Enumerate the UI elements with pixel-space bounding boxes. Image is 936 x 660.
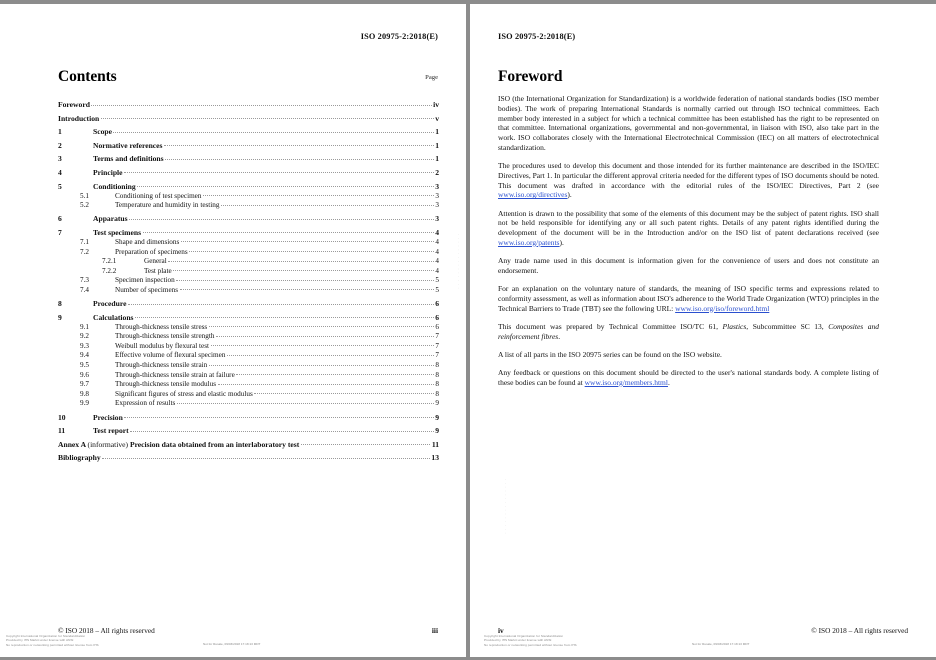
toc-entry-number: 3 (58, 154, 62, 164)
toc-entry[interactable] (58, 268, 439, 275)
toc-entry-page: 4 (435, 227, 439, 237)
watermark-vertical-left: - - - - - - - - - - - - - - - (457, 234, 461, 290)
toc-entry-number: 7.3 (80, 276, 89, 285)
toc-entry[interactable] (58, 352, 439, 359)
toc-entry-number: 10 (58, 412, 66, 422)
toc-entry-title: General (144, 257, 167, 266)
toc-entry-title: Through-thickness tensile strain at failure (115, 370, 235, 379)
toc-entry[interactable] (58, 258, 439, 265)
committee-name-plastics: Plastics (722, 321, 747, 331)
toc-leader-dots (227, 355, 434, 356)
toc-entry-title (58, 441, 299, 449)
toc-leader-dots (130, 431, 434, 432)
toc-leader-dots (180, 289, 434, 290)
toc-entry[interactable] (58, 381, 439, 388)
toc-entry-number: 7.2.1 (102, 257, 117, 266)
toc-entry[interactable] (58, 300, 439, 308)
toc-entry-title: Foreword (58, 100, 90, 109)
toc-leader-dots (236, 374, 434, 375)
toc-entry-number: 9.5 (80, 361, 89, 370)
toc-entry-title: Introduction (58, 113, 100, 123)
toc-entry-page: 6 (435, 299, 439, 309)
toc-entry-number: 7.2 (80, 247, 89, 256)
toc-leader-dots (203, 195, 434, 196)
toc-entry-page: 1 (435, 154, 439, 164)
toc-entry-page: 5 (435, 276, 439, 285)
toc-entry[interactable] (58, 414, 439, 422)
toc-leader-dots (254, 393, 434, 394)
toc-entry[interactable] (58, 372, 439, 379)
toc-entry-page: 13 (431, 453, 439, 463)
toc-entry[interactable] (58, 400, 439, 407)
toc-entry-page: 7 (435, 332, 439, 341)
toc-leader-dots (113, 132, 433, 133)
running-header-left: ISO 20975-2:2018(E) (360, 32, 438, 41)
toc-entry-page: 3 (435, 201, 439, 210)
toc-leader-dots (143, 232, 434, 233)
toc-entry-number: 1 (58, 127, 62, 137)
toc-entry[interactable] (58, 333, 439, 340)
external-link[interactable]: www.iso.org/patents (498, 237, 560, 247)
toc-leader-dots (209, 365, 434, 366)
toc-entry[interactable] (58, 454, 439, 462)
toc-entry-title: Through-thickness tensile strain (115, 361, 208, 370)
toc-entry-number: 8 (58, 299, 62, 309)
toc-entry[interactable] (58, 155, 439, 163)
toc-entry-page: 7 (435, 351, 439, 360)
toc-leader-dots (135, 317, 434, 318)
toc-entry-title: Normative references (93, 140, 163, 150)
external-link[interactable]: www.iso.org/iso/foreword.html (675, 303, 770, 313)
toc-entry-page: 5 (435, 285, 439, 294)
toc-entry-title: Temperature and humidity in testing (115, 201, 220, 210)
foreword-paragraph (498, 94, 879, 153)
toc-entry[interactable] (58, 391, 439, 398)
toc-leader-dots (124, 172, 434, 173)
paragraph-text: . (558, 331, 561, 341)
toc-entry-number: 7.2.2 (102, 266, 117, 275)
paragraph-text: This document was prepared by Technical Committee ISO/TC 61, (498, 321, 723, 331)
toc-entry-title: Principle (93, 167, 123, 177)
toc-entry-number: 9.1 (80, 322, 89, 331)
toc-entry-number: 6 (58, 214, 62, 224)
foreword-paragraph (498, 368, 879, 388)
folio-left: iii (431, 626, 438, 635)
toc-leader-dots (165, 159, 434, 160)
page-foreword[interactable] (470, 4, 936, 657)
watermark-line-2: Provided by IHS Markit under license with ANSI (484, 638, 552, 643)
toc-entry-page: 8 (435, 370, 439, 379)
foreword-paragraph (498, 209, 879, 248)
toc-entry-title: Precision (93, 412, 123, 422)
watermark-line-1: Copyright International Organization for Standardization (6, 633, 86, 638)
toc-entry-title: Terms and definitions (93, 154, 164, 164)
toc-entry-title: Test report (93, 426, 129, 436)
toc-entry-number: 9 (58, 312, 62, 322)
toc-leader-dots (101, 118, 434, 119)
toc-entry-page: 8 (435, 389, 439, 398)
toc-leader-dots (102, 458, 430, 459)
toc-entry[interactable] (58, 115, 439, 123)
toc-entry-page: 7 (435, 341, 439, 350)
toc-entry-page: 6 (435, 312, 439, 322)
toc-entry-number: 9.8 (80, 389, 89, 398)
toc-entry[interactable] (58, 427, 439, 435)
watermark-resale-right: Not for Resale, 09/03/2018 17:18:13 MDT (692, 642, 750, 646)
toc-entry-title: Test specimens (93, 227, 142, 237)
toc-entry-number: 9.9 (80, 399, 89, 408)
watermark-line-1: Copyright International Organization for Standardization (484, 633, 564, 638)
toc-leader-dots (181, 241, 434, 242)
toc-entry-page: 9 (435, 399, 439, 408)
toc-entry-title: Scope (93, 127, 112, 137)
paragraph-text-tail: ). (559, 237, 564, 247)
subcommittee-name: Composites and reinforcement fibres (498, 321, 879, 341)
toc-entry-page: 4 (435, 237, 439, 246)
toc-leader-dots (173, 270, 434, 271)
toc-leader-dots (91, 105, 431, 106)
foreword-body (498, 94, 879, 388)
paragraph-text: ISO (the International Organization for Standardization) is a worldwide federation of national standards bodies (ISO member bodies). The work of preparing International Standards is normally carried out through ISO technical committees. Each member body interested in a subject for which a technical committee has been established has the right to be represented on that committee. International organizations, governmental and non-governmental, in liaison with ISO, also take part in the work. ISO collaborates closely with the International Electrotechnical Commission (IEC) on all matters of electrotechnical standardization. (498, 94, 879, 152)
toc-entry-page: v (435, 113, 439, 123)
toc-entry[interactable] (58, 169, 439, 177)
toc-entry[interactable] (58, 441, 439, 449)
toc-leader-dots (164, 145, 434, 146)
toc-entry[interactable] (58, 277, 439, 284)
toc-leader-dots (221, 205, 434, 206)
toc-entry-title: Number of specimens (115, 285, 179, 294)
toc-leader-dots (176, 280, 434, 281)
toc-entry-page: 4 (435, 257, 439, 266)
toc-entry-number: 9.2 (80, 332, 89, 341)
toc-entry-title: Conditioning (93, 181, 136, 191)
toc-leader-dots (211, 345, 434, 346)
toc-entry-title: Apparatus (93, 214, 128, 224)
toc-entry[interactable] (58, 362, 439, 369)
toc-entry[interactable] (58, 287, 439, 294)
toc-entry-title: Significant figures of stress and elastic modulus (115, 389, 253, 398)
toc-entry-number: 5.1 (80, 191, 89, 200)
toc-entry-number: 7.4 (80, 285, 89, 294)
toc-entry-page: 11 (431, 439, 439, 449)
toc-leader-dots (216, 336, 434, 337)
toc-entry[interactable] (58, 142, 439, 150)
watermark-line-3: No reproduction or networking permitted without license from IHS (6, 642, 99, 647)
toc-entry[interactable] (58, 343, 439, 350)
page-title-foreword: Foreword (498, 68, 563, 85)
table-of-contents (58, 95, 439, 462)
toc-entry-page: 4 (435, 266, 439, 275)
footer-copyright-right: © ISO 2018 – All rights reserved (811, 626, 908, 635)
watermark-copyright-right (484, 634, 577, 647)
paragraph-text: Attention is drawn to the possibility that some of the elements of this document may be the subject of patent rights. ISO shall not be held responsible for identifying any or all such patent rights. Details of any patent rights identified during the development of the document will be in the Introduction and/or on the ISO list of patent declarations received (see (498, 208, 879, 237)
toc-annex-label: Annex A (58, 439, 88, 449)
toc-leader-dots (209, 326, 434, 327)
toc-entry-page: 2 (435, 167, 439, 177)
toc-entry-number: 2 (58, 140, 62, 150)
toc-entry-number: 5.2 (80, 201, 89, 210)
toc-annex-informative: (informative) (87, 439, 130, 449)
toc-entry[interactable] (58, 202, 439, 209)
page-title-contents: Contents (58, 68, 117, 85)
toc-entry-title: Shape and dimensions (115, 237, 180, 246)
paragraph-text-tail: . (667, 377, 670, 387)
toc-entry-title: Weibull modulus by flexural test (115, 341, 210, 350)
foreword-paragraph (498, 350, 879, 360)
toc-entry-title: Conditioning of test specimen (115, 191, 202, 200)
foreword-paragraph (498, 284, 879, 313)
running-header-right: ISO 20975-2:2018(E) (498, 32, 576, 41)
watermark-copyright-left (6, 634, 99, 647)
toc-entry-number: 9.4 (80, 351, 89, 360)
toc-entry-page: 9 (435, 412, 439, 422)
watermark-line-3: No reproduction or networking permitted without license from IHS (484, 642, 577, 647)
toc-entry[interactable] (58, 193, 439, 200)
toc-leader-dots (128, 304, 434, 305)
page-contents[interactable] (0, 4, 466, 657)
toc-entry-title: Procedure (93, 299, 127, 309)
toc-page-column-label: Page (425, 74, 438, 81)
toc-entry[interactable] (58, 215, 439, 223)
toc-entry-page: 3 (435, 181, 439, 191)
paragraph-text: Any feedback or questions on this document should be directed to the user's national standards body. A complete listing of these bodies can be found at (498, 368, 879, 387)
toc-entry[interactable] (58, 249, 439, 256)
toc-entry[interactable] (58, 314, 439, 322)
toc-entry-number: 5 (58, 181, 62, 191)
toc-entry-number: 7.1 (80, 237, 89, 246)
external-link[interactable]: www.iso.org/members.html (584, 377, 668, 387)
toc-leader-dots (218, 384, 434, 385)
toc-entry-title: Expression of results (115, 399, 176, 408)
paragraph-text: The procedures used to develop this document and those intended for its further maintenance are described in the ISO/IEC Directives, Part 1. In particular the different approval criteria needed for the different types of ISO documents should be noted. This document was drafted in accordance with the editorial rules of the ISO/IEC Directives, Part 2 (see (498, 161, 879, 190)
paragraph-text-tail: ). (567, 190, 572, 200)
toc-entry-page: 8 (435, 361, 439, 370)
toc-entry-page: 6 (435, 322, 439, 331)
toc-entry-page: 9 (435, 426, 439, 436)
toc-entry-title: Calculations (93, 312, 134, 322)
watermark-resale-left: Not for Resale, 09/03/2018 17:18:13 MDT (203, 642, 261, 646)
toc-entry-title: Specimen inspection (115, 276, 175, 285)
toc-entry-number: 11 (58, 426, 66, 436)
toc-entry-page: 3 (435, 214, 439, 224)
toc-leader-dots (124, 417, 433, 418)
toc-entry[interactable] (58, 229, 439, 237)
toc-entry-title: Through-thickness tensile stress (115, 322, 208, 331)
foreword-paragraph (498, 322, 879, 342)
toc-entry[interactable] (58, 128, 439, 136)
toc-entry-title: Preparation of specimens (115, 247, 188, 256)
toc-entry-title: Bibliography (58, 453, 101, 463)
toc-entry[interactable] (58, 183, 439, 191)
toc-entry-page: 3 (435, 191, 439, 200)
toc-entry-title: Through-thickness tensile strength (115, 332, 215, 341)
folio-right: iv (498, 626, 504, 635)
toc-leader-dots (189, 251, 434, 252)
toc-entry-number: 9.7 (80, 380, 89, 389)
toc-entry-page: 1 (435, 140, 439, 150)
paragraph-text: Any trade name used in this document is information given for the convenience of users and does not constitute an endorsement. (498, 256, 879, 275)
external-link[interactable]: www.iso.org/directives (498, 190, 568, 200)
toc-leader-dots (137, 186, 434, 187)
toc-entry-number: 7 (58, 227, 62, 237)
toc-entry-page: 4 (435, 247, 439, 256)
watermark-vertical-right: - - - - - - - - - - - - - - - (504, 479, 508, 535)
toc-entry-page: 8 (435, 380, 439, 389)
foreword-paragraph (498, 256, 879, 276)
toc-entry-title: Effective volume of flexural specimen (115, 351, 226, 360)
toc-entry[interactable] (58, 324, 439, 331)
toc-entry-number: 9.3 (80, 341, 89, 350)
toc-entry[interactable] (58, 101, 439, 109)
toc-entry-title: Through-thickness tensile modulus (115, 380, 217, 389)
toc-leader-dots (168, 261, 434, 262)
toc-leader-dots (177, 403, 434, 404)
paragraph-text: , Subcommittee SC 13, (746, 321, 829, 331)
paragraph-text: For an explanation on the voluntary nature of standards, the meaning of ISO specific terms and expressions related to conformity assessment, as well as information about ISO's adherence to the World Trade Organization (WTO) principles in the Technical Barriers to Trade (TBT) see the following URL: (498, 284, 879, 313)
toc-entry-page: 1 (435, 127, 439, 137)
paragraph-text: A list of all parts in the ISO 20975 series can be found on the ISO website. (498, 349, 722, 359)
toc-leader-dots (301, 444, 431, 445)
watermark-line-2: Provided by IHS Markit under license with ANSI (6, 638, 74, 643)
toc-entry-number: 9.6 (80, 370, 89, 379)
foreword-paragraph (498, 161, 879, 200)
toc-entry-title: Test plate (144, 266, 172, 275)
toc-entry-number: 4 (58, 167, 62, 177)
toc-entry-page: iv (433, 100, 439, 109)
toc-annex-title: Precision data obtained from an interlaboratory test (129, 439, 300, 449)
toc-entry[interactable] (58, 239, 439, 246)
footer-copyright-left: © ISO 2018 – All rights reserved (58, 626, 155, 635)
toc-leader-dots (129, 219, 434, 220)
